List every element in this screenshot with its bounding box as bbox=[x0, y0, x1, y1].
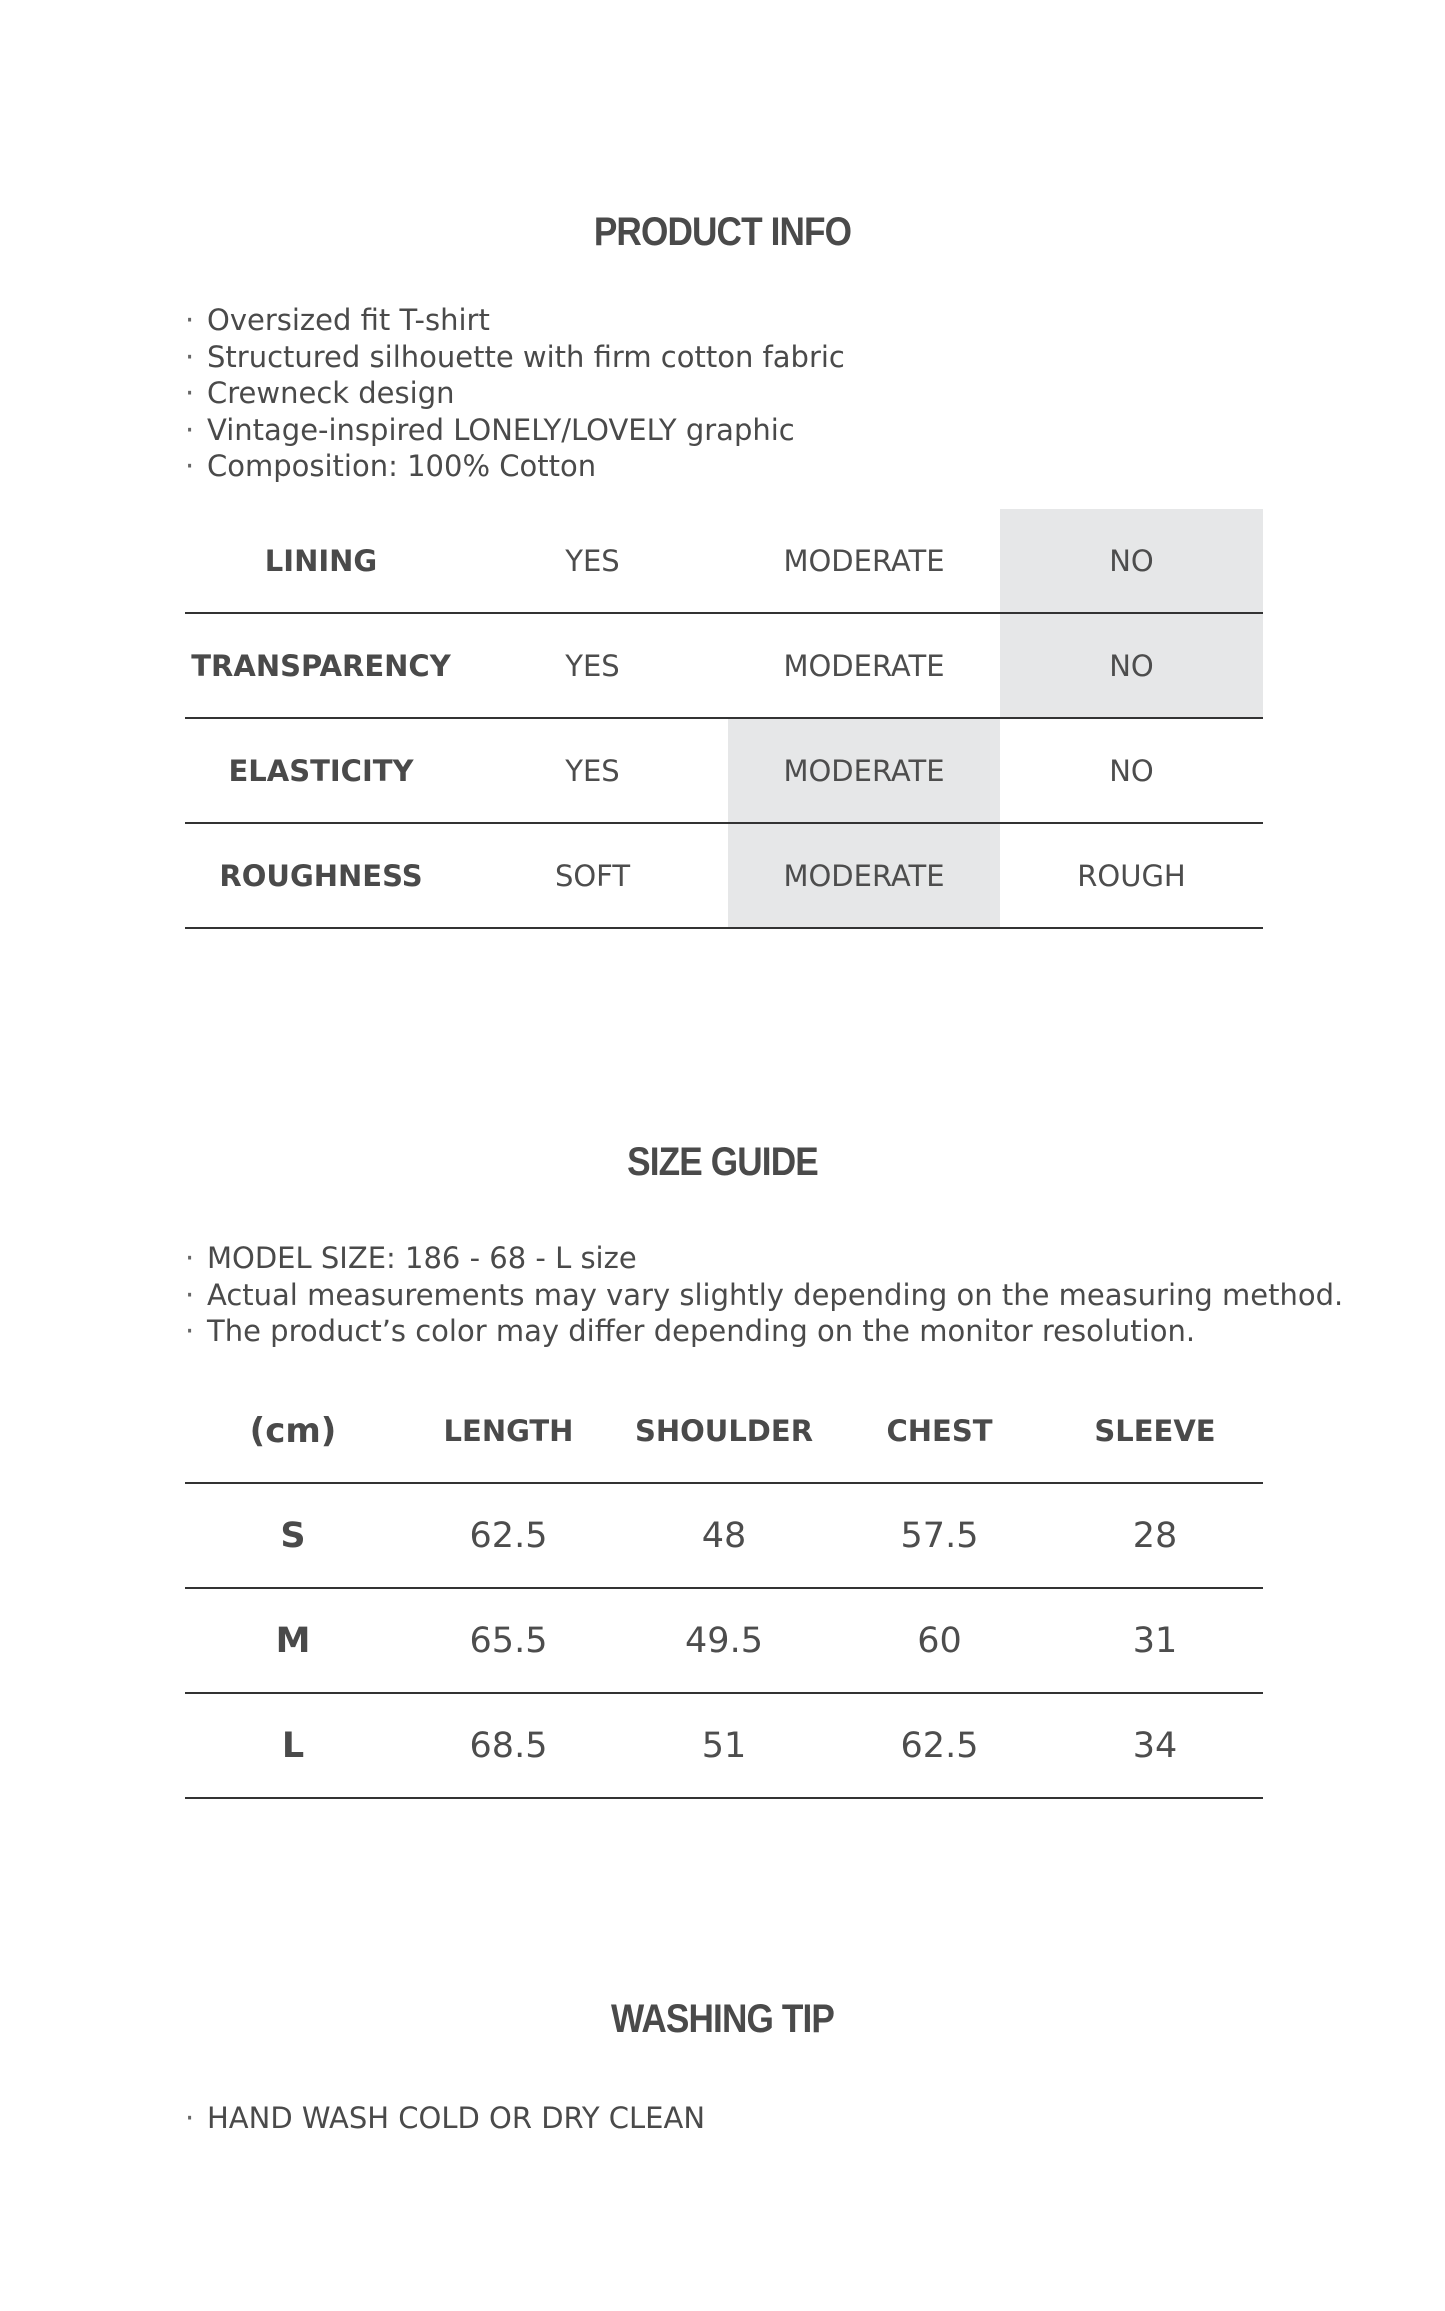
property-option: MODERATE bbox=[728, 613, 1000, 718]
column-header-length: LENGTH bbox=[401, 1379, 616, 1483]
list-item: · Oversized fit T-shirt bbox=[185, 303, 490, 337]
table-row bbox=[185, 613, 1263, 718]
size-guide-title: SIZE GUIDE bbox=[627, 1140, 818, 1184]
measurement-cell: 51 bbox=[616, 1693, 832, 1798]
measurement-cell: 49.5 bbox=[616, 1588, 832, 1693]
table-row bbox=[185, 509, 1263, 613]
product-info-bullets bbox=[185, 302, 845, 485]
property-option: MODERATE bbox=[728, 823, 1000, 928]
measurement-cell: 28 bbox=[1047, 1483, 1263, 1588]
list-item: · Structured silhouette with firm cotton fabric bbox=[185, 339, 845, 374]
property-label-elasticity: ELASTICITY bbox=[185, 718, 457, 823]
list-item: · The product’s color may differ depending on the monitor resolution. bbox=[185, 1314, 1196, 1348]
fabric-properties-table bbox=[185, 509, 1263, 929]
list-item: · Crewneck design bbox=[185, 376, 455, 410]
bullet-dot: · bbox=[185, 376, 195, 410]
bullet-dot: · bbox=[185, 1314, 195, 1348]
table-row bbox=[185, 1588, 1263, 1693]
property-label-roughness: ROUGHNESS bbox=[185, 823, 457, 928]
property-option: MODERATE bbox=[728, 509, 1000, 613]
bullet-dot: · bbox=[185, 1241, 195, 1275]
measurement-cell: 62.5 bbox=[401, 1483, 616, 1588]
bullet-dot: · bbox=[185, 1277, 195, 1312]
washing-tip-title: WASHING TIP bbox=[610, 1997, 835, 2041]
property-label-transparency: TRANSPARENCY bbox=[185, 613, 457, 718]
measurement-cell: 68.5 bbox=[401, 1693, 616, 1798]
measurement-cell: 48 bbox=[616, 1483, 832, 1588]
measurement-cell: 60 bbox=[832, 1588, 1047, 1693]
property-option: SOFT bbox=[457, 823, 728, 928]
column-header-shoulder: SHOULDER bbox=[616, 1379, 832, 1483]
measurement-cell: 62.5 bbox=[832, 1693, 1047, 1798]
list-item: · MODEL SIZE: 186 - 68 - L size bbox=[185, 1241, 637, 1275]
size-chart-table bbox=[185, 1379, 1263, 1799]
list-item: · Vintage-inspired LONELY/LOVELY graphic bbox=[185, 412, 795, 447]
table-row bbox=[185, 1693, 1263, 1798]
property-option: MODERATE bbox=[728, 718, 1000, 823]
bullet-dot: · bbox=[185, 412, 195, 447]
size-label: S bbox=[185, 1483, 401, 1588]
bullet-dot: · bbox=[185, 2101, 195, 2135]
bullet-dot: · bbox=[185, 449, 195, 483]
list-item: · Composition: 100% Cotton bbox=[185, 449, 597, 483]
property-option: NO bbox=[1000, 509, 1263, 613]
table-row bbox=[185, 1483, 1263, 1588]
table-row bbox=[185, 718, 1263, 823]
size-label: L bbox=[185, 1693, 401, 1798]
measurement-cell: 57.5 bbox=[832, 1483, 1047, 1588]
measurement-cell: 65.5 bbox=[401, 1588, 616, 1693]
property-option: NO bbox=[1000, 613, 1263, 718]
bullet-dot: · bbox=[185, 339, 195, 374]
column-header-sleeve: SLEEVE bbox=[1047, 1379, 1263, 1483]
table-row bbox=[185, 823, 1263, 928]
property-label-lining: LINING bbox=[185, 509, 457, 613]
size-label: M bbox=[185, 1588, 401, 1693]
property-option: YES bbox=[457, 509, 728, 613]
washing-tip-bullets bbox=[185, 2100, 705, 2137]
table-header-row bbox=[185, 1379, 1263, 1483]
list-item: · Actual measurements may vary slightly depending on the measuring method. bbox=[185, 1277, 1344, 1312]
list-item: · HAND WASH COLD OR DRY CLEAN bbox=[185, 2101, 706, 2135]
unit-header: (cm) bbox=[185, 1379, 401, 1483]
bullet-dot: · bbox=[185, 303, 195, 337]
property-option: ROUGH bbox=[1000, 823, 1263, 928]
size-guide-bullets bbox=[185, 1240, 1343, 1350]
measurement-cell: 31 bbox=[1047, 1588, 1263, 1693]
property-option: YES bbox=[457, 718, 728, 823]
property-option: YES bbox=[457, 613, 728, 718]
measurement-cell: 34 bbox=[1047, 1693, 1263, 1798]
column-header-chest: CHEST bbox=[832, 1379, 1047, 1483]
product-info-title: PRODUCT INFO bbox=[593, 210, 852, 254]
property-option: NO bbox=[1000, 718, 1263, 823]
